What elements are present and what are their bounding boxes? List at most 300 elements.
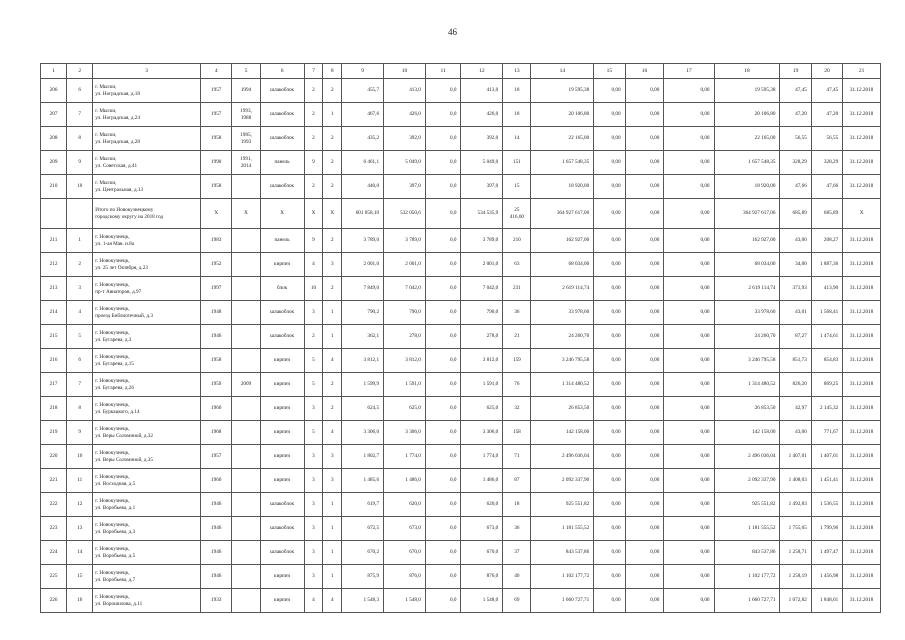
table-cell: 31.12.2018	[843, 565, 881, 589]
table-cell: 31.12.2018	[843, 349, 881, 373]
table-cell: 0,00	[625, 493, 664, 517]
table-cell: 3	[304, 493, 323, 517]
table-cell: 392,0	[461, 127, 503, 151]
table-cell: 670,0	[461, 541, 503, 565]
table-cell: 0,00	[594, 493, 625, 517]
column-number-cell: 11	[425, 64, 461, 79]
table-cell: 426,0	[384, 103, 426, 127]
table-cell: X	[201, 199, 232, 229]
table-cell: 1 497,47	[811, 541, 842, 565]
table-row	[41, 469, 881, 493]
table-cell: 0,00	[594, 421, 625, 445]
table-cell: 620,0	[384, 493, 426, 517]
table-cell: 142 158,00	[714, 421, 780, 445]
table-cell	[232, 541, 260, 565]
column-number-cell: 15	[594, 64, 625, 79]
table-cell: 43,01	[780, 301, 811, 325]
table-cell: 2	[323, 229, 342, 253]
table-cell: 222	[41, 493, 67, 517]
table-cell: 1 072,82	[780, 589, 811, 613]
table-cell: 18	[503, 79, 531, 103]
table-cell: 0,00	[625, 277, 664, 301]
table-cell	[232, 277, 260, 301]
table-cell: 5	[304, 373, 323, 397]
table-cell: 19 595,38	[531, 79, 594, 103]
table-cell: 0,00	[625, 301, 664, 325]
table-cell: 670,2	[342, 541, 384, 565]
table-cell: шлакоблок	[260, 103, 304, 127]
table-cell: 0,00	[594, 397, 625, 421]
table-cell: блок	[260, 277, 304, 301]
table-cell: 3 306,0	[461, 421, 503, 445]
table-cell: 0,00	[625, 151, 664, 175]
table-cell: 1993, 1988	[232, 103, 260, 127]
table-cell: 5 049,0	[461, 151, 503, 175]
table-cell: 216	[41, 349, 67, 373]
column-number-cell: 12	[461, 64, 503, 79]
table-cell: 2	[323, 277, 342, 301]
table-cell: 0,00	[664, 301, 714, 325]
table-cell: 47,20	[780, 103, 811, 127]
table-cell: 0,0	[425, 469, 461, 493]
table-cell: 0,00	[594, 277, 625, 301]
table-cell: 435,2	[342, 127, 384, 151]
address-cell: г. Новокузнецк, ул. Буркацкого, д.14	[93, 397, 201, 421]
column-number-cell: 9	[342, 64, 384, 79]
table-cell: 1990	[201, 151, 232, 175]
table-cell: 42,97	[780, 397, 811, 421]
table-cell: 6 461,1	[342, 151, 384, 175]
table-cell: 10	[304, 277, 323, 301]
table-cell: 2 092 337,90	[714, 469, 780, 493]
table-cell: 16	[67, 589, 93, 613]
table-cell: 3	[304, 541, 323, 565]
table-cell: 1 591,0	[461, 373, 503, 397]
table-cell: 1	[323, 493, 342, 517]
table-cell: 1	[67, 229, 93, 253]
table-cell: 6	[67, 349, 93, 373]
table-cell: шлакоблок	[260, 175, 304, 199]
table-cell: 0,0	[425, 79, 461, 103]
table-cell: 1957	[201, 103, 232, 127]
table-cell: 159	[503, 349, 531, 373]
address-cell: г. Новокузнецк, пр-т Авиаторов, д.97	[93, 277, 201, 301]
table-cell: 0,00	[664, 229, 714, 253]
table-cell: 0,00	[594, 103, 625, 127]
address-cell: г. Мыски, ул. Ноградская, д.24	[93, 103, 201, 127]
table-cell: 619,7	[342, 493, 384, 517]
table-cell: 1 485,6	[342, 469, 384, 493]
table-cell: 0,0	[425, 541, 461, 565]
table-cell: 11	[67, 469, 93, 493]
address-cell: г. Новокузнецк, ул. Ворошилова, д.11	[93, 589, 201, 613]
table-cell: 43,00	[780, 229, 811, 253]
table-cell: 31.12.2018	[843, 79, 881, 103]
table-cell: 1	[323, 103, 342, 127]
table-cell: панель	[260, 229, 304, 253]
table-row	[41, 79, 881, 103]
table-cell: 392,0	[384, 127, 426, 151]
table-cell: 851,73	[780, 349, 811, 373]
table-cell: кирпич	[260, 445, 304, 469]
table-cell	[232, 229, 260, 253]
table-cell: 0,0	[425, 175, 461, 199]
table-cell: 22 165,00	[714, 127, 780, 151]
table-cell	[232, 301, 260, 325]
table-cell: 56,55	[780, 127, 811, 151]
table-cell: 9	[304, 229, 323, 253]
table-cell: 0,00	[625, 349, 664, 373]
table-cell: 5	[304, 421, 323, 445]
address-cell: г. Мыски, ул. Ноградская, д.18	[93, 79, 201, 103]
table-cell: 31.12.2018	[843, 301, 881, 325]
table-cell: 0,0	[425, 199, 461, 229]
table-cell: 397,0	[384, 175, 426, 199]
table-cell: 3	[304, 301, 323, 325]
table-cell: 1933	[201, 589, 232, 613]
table-cell: 771,67	[811, 421, 842, 445]
table-cell: 71	[503, 445, 531, 469]
table-cell: 31.12.2018	[843, 127, 881, 151]
table-cell: 26 853,50	[531, 397, 594, 421]
table-cell: 0,00	[625, 445, 664, 469]
table-cell: 1 474,61	[811, 325, 842, 349]
table-cell: 0,00	[594, 589, 625, 613]
table-cell: 6	[67, 79, 93, 103]
table-cell: 37	[503, 541, 531, 565]
table-cell: 31.12.2018	[843, 517, 881, 541]
table-cell: 0,00	[594, 349, 625, 373]
table-cell: 31.12.2018	[843, 445, 881, 469]
table-cell: 1 408,03	[780, 469, 811, 493]
table-cell: 3 306,0	[384, 421, 426, 445]
table-cell: 31.12.2018	[843, 469, 881, 493]
table-cell: 0,00	[625, 175, 664, 199]
column-number-cell: 17	[664, 64, 714, 79]
table-cell: 1958	[201, 175, 232, 199]
table-cell: 14	[67, 541, 93, 565]
table-cell: 1 774,0	[461, 445, 503, 469]
table-cell: 1 657 548,35	[714, 151, 780, 175]
table-cell: 3 789,0	[461, 229, 503, 253]
table-cell: 0,0	[425, 397, 461, 421]
table-cell: 3	[304, 565, 323, 589]
table-cell: 790,0	[384, 301, 426, 325]
table-cell: 33 978,60	[714, 301, 780, 325]
table-cell: 1948	[201, 301, 232, 325]
table-cell: 1960	[201, 469, 232, 493]
table-cell	[232, 493, 260, 517]
table-cell: 0,00	[625, 79, 664, 103]
address-cell: г. Новокузнецк, ул. Воробьева, д.1	[93, 493, 201, 517]
table-cell: 7	[67, 103, 93, 127]
table-cell: 2	[323, 175, 342, 199]
table-cell: 790,2	[342, 301, 384, 325]
table-cell: 31.12.2018	[843, 589, 881, 613]
column-number-cell: 13	[503, 64, 531, 79]
table-cell: шлакоблок	[260, 301, 304, 325]
table-cell: 3 246 795,58	[531, 349, 594, 373]
table-cell: 9	[304, 151, 323, 175]
table-cell: 620,0	[461, 493, 503, 517]
table-cell: 875,9	[342, 565, 384, 589]
table-cell: X	[232, 199, 260, 229]
table-cell: 673,0	[461, 517, 503, 541]
table-cell	[232, 421, 260, 445]
table-cell: X	[323, 199, 342, 229]
table-cell: 31.12.2018	[843, 229, 881, 253]
table-cell: 34,00	[780, 253, 811, 277]
table-cell: 0,00	[664, 349, 714, 373]
table-cell: 31.12.2018	[843, 277, 881, 301]
table-row	[41, 277, 881, 301]
table-cell: 68 034,00	[714, 253, 780, 277]
table-cell: 2 619 114,74	[714, 277, 780, 301]
column-number-cell: 19	[780, 64, 811, 79]
table-cell: 0,0	[425, 151, 461, 175]
table-cell: 12	[67, 493, 93, 517]
table-cell: 0,00	[625, 127, 664, 151]
table-cell: 7 042,0	[461, 277, 503, 301]
table-cell: 0,00	[664, 79, 714, 103]
table-cell: 1	[323, 541, 342, 565]
table-cell: 31.12.2018	[843, 175, 881, 199]
table-cell: 625,0	[384, 397, 426, 421]
table-cell: 0,00	[594, 127, 625, 151]
table-cell: 1 802,7	[342, 445, 384, 469]
table-cell: 225	[41, 565, 67, 589]
table-cell: 1958	[201, 127, 232, 151]
table-cell: 0,00	[625, 517, 664, 541]
table-cell: 31.12.2018	[843, 541, 881, 565]
table-row	[41, 175, 881, 199]
table-cell: 0,00	[594, 151, 625, 175]
table-cell: 1946	[201, 493, 232, 517]
table-cell: 158	[503, 421, 531, 445]
table-cell: 15	[67, 565, 93, 589]
column-number-cell: 6	[260, 64, 304, 79]
table-cell: 221	[41, 469, 67, 493]
table-cell: 0,0	[425, 445, 461, 469]
table-cell: 2	[67, 253, 93, 277]
table-row	[41, 301, 881, 325]
table-cell: 47,45	[811, 79, 842, 103]
column-number-cell: 10	[384, 64, 426, 79]
table-cell: 1 536,55	[811, 493, 842, 517]
column-number-cell: 8	[323, 64, 342, 79]
table-cell: 87,27	[780, 325, 811, 349]
table-cell: 2	[323, 373, 342, 397]
column-number-row	[41, 64, 881, 79]
table-cell: 18	[503, 103, 531, 127]
table-cell: 40	[503, 565, 531, 589]
table-cell: 0,00	[594, 229, 625, 253]
table-cell: 0,00	[664, 493, 714, 517]
table-cell: 364 927 617,06	[714, 199, 780, 229]
address-cell: г. Новокузнецк, ул. Веры Соломиной, д.35	[93, 445, 201, 469]
table-cell: 2 001,0	[461, 253, 503, 277]
table-cell	[232, 349, 260, 373]
table-cell: 1 755,65	[780, 517, 811, 541]
table-cell: 3 812,0	[461, 349, 503, 373]
table-cell: 672,5	[342, 517, 384, 541]
table-cell: 212	[41, 253, 67, 277]
table-cell: 3	[323, 445, 342, 469]
table-cell: 47,66	[811, 175, 842, 199]
column-number-cell: 4	[201, 64, 232, 79]
table-cell: 3 812,1	[342, 349, 384, 373]
table-cell: 0,00	[594, 301, 625, 325]
column-number-cell: 16	[625, 64, 664, 79]
table-cell: 2	[323, 397, 342, 421]
table-cell	[232, 445, 260, 469]
table-cell: 0,00	[594, 373, 625, 397]
table-cell: 0,0	[425, 421, 461, 445]
table-cell: 673,0	[384, 517, 426, 541]
table-cell: 1 181 555,52	[714, 517, 780, 541]
table-cell: 0,0	[425, 589, 461, 613]
table-cell: 843 537,86	[531, 541, 594, 565]
table-cell: 1991, 2014	[232, 151, 260, 175]
table-cell: 328,29	[780, 151, 811, 175]
table-cell: 1 591,0	[384, 373, 426, 397]
table-cell: 0,00	[625, 397, 664, 421]
table-cell: 3	[304, 445, 323, 469]
table-cell: 601 058,10	[342, 199, 384, 229]
address-cell: г. Новокузнецк, ул. Бугарева, д.3	[93, 325, 201, 349]
table-cell: 1 492,83	[780, 493, 811, 517]
table-cell: 625,0	[461, 397, 503, 421]
table-row	[41, 325, 881, 349]
table-cell: 0,00	[594, 253, 625, 277]
table-cell: шлакоблок	[260, 79, 304, 103]
table-cell: 217	[41, 373, 67, 397]
table-row	[41, 127, 881, 151]
table-cell: 31.12.2018	[843, 421, 881, 445]
table-cell: 876,0	[461, 565, 503, 589]
table-cell: 0,00	[594, 175, 625, 199]
table-cell: 0,00	[625, 229, 664, 253]
table-cell	[41, 199, 67, 229]
address-cell: г. Мыски, ул. Центральная, д.13	[93, 175, 201, 199]
table-cell: кирпич	[260, 565, 304, 589]
table-cell: 4	[323, 421, 342, 445]
table-row	[41, 493, 881, 517]
table-cell: 1 258,19	[780, 565, 811, 589]
table-cell: 4	[323, 349, 342, 373]
table-cell: 685,89	[811, 199, 842, 229]
table-cell: 2	[304, 127, 323, 151]
table-cell: 3	[304, 517, 323, 541]
table-cell	[232, 469, 260, 493]
table-cell: 210	[41, 175, 67, 199]
address-cell: г. Новокузнецк, ул. Бугарева, д.26	[93, 373, 201, 397]
table-cell: 1 548,3	[342, 589, 384, 613]
table-cell: 0,00	[594, 541, 625, 565]
table-cell: 206	[41, 79, 67, 103]
table-cell: 1 660 727,71	[714, 589, 780, 613]
table-row	[41, 541, 881, 565]
table-cell: 31.12.2018	[843, 325, 881, 349]
column-number-cell: 2	[67, 64, 93, 79]
table-cell: 0,00	[664, 589, 714, 613]
table-cell: 1946	[201, 325, 232, 349]
table-cell: 1 486,0	[384, 469, 426, 493]
table-cell: 0,00	[664, 325, 714, 349]
table-cell: 142 158,00	[531, 421, 594, 445]
table-cell: 1994	[232, 79, 260, 103]
table-row	[41, 421, 881, 445]
table-cell: 0,00	[664, 445, 714, 469]
table-row	[41, 229, 881, 253]
address-cell: г. Мыски, ул. Ноградская, д.28	[93, 127, 201, 151]
table-cell	[232, 253, 260, 277]
table-cell: 224	[41, 541, 67, 565]
table-cell: 31.12.2018	[843, 397, 881, 421]
table-cell: 1	[323, 301, 342, 325]
table-cell: 0,00	[625, 253, 664, 277]
table-cell: 843 537,86	[714, 541, 780, 565]
table-cell: 0,00	[625, 103, 664, 127]
table-cell: 14	[503, 127, 531, 151]
table-cell: 413,90	[811, 277, 842, 301]
table-cell: 1 451,41	[811, 469, 842, 493]
table-cell: шлакоблок	[260, 493, 304, 517]
table-cell: 0,0	[425, 253, 461, 277]
table-cell	[67, 199, 93, 229]
housing-registry-table	[40, 63, 881, 613]
table-cell: 18	[503, 493, 531, 517]
table-cell: 223	[41, 517, 67, 541]
table-cell: 1 599,9	[342, 373, 384, 397]
table-cell: 151	[503, 151, 531, 175]
table-cell: 26 853,50	[714, 397, 780, 421]
address-cell: Итого по Новокузнецкому городскому округу на 2018 год	[93, 199, 201, 229]
table-cell: шлакоблок	[260, 517, 304, 541]
table-cell: 0,00	[664, 541, 714, 565]
table-cell: 1 456,98	[811, 565, 842, 589]
table-cell: 210	[503, 229, 531, 253]
table-cell: 1 799,96	[811, 517, 842, 541]
table-cell: шлакоблок	[260, 541, 304, 565]
table-cell: 426,0	[461, 103, 503, 127]
table-cell: X	[843, 199, 881, 229]
table-row	[41, 589, 881, 613]
table-cell: 826,20	[780, 373, 811, 397]
table-cell: 68 034,00	[531, 253, 594, 277]
table-cell: 2 001,0	[384, 253, 426, 277]
column-number-cell: 18	[714, 64, 780, 79]
table-cell: 1946	[201, 541, 232, 565]
table-row	[41, 349, 881, 373]
table-cell: 0,00	[664, 253, 714, 277]
table-cell: 15	[503, 175, 531, 199]
table-cell: 4	[67, 301, 93, 325]
table-cell: 1 887,36	[811, 253, 842, 277]
table-cell: 3 306,0	[342, 421, 384, 445]
table-cell: 467,6	[342, 103, 384, 127]
table-cell: 9	[67, 151, 93, 175]
table-cell: 3	[304, 397, 323, 421]
table-cell: 1 848,01	[811, 589, 842, 613]
table-cell	[232, 565, 260, 589]
table-cell: 231	[503, 277, 531, 301]
table-cell: 21	[503, 325, 531, 349]
table-cell: 1952	[201, 253, 232, 277]
table-cell: 0,00	[664, 565, 714, 589]
table-cell: 2 496 036,04	[531, 445, 594, 469]
table-cell: 207	[41, 103, 67, 127]
